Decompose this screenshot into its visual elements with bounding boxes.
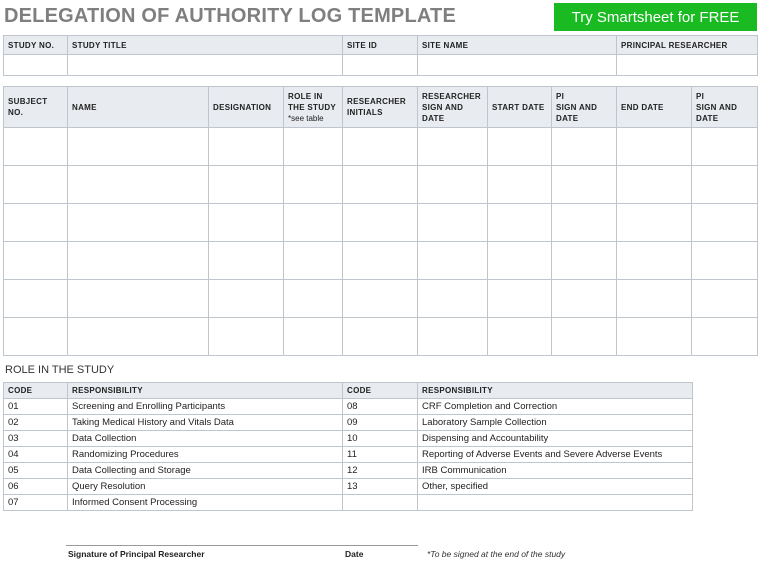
log-cell[interactable] xyxy=(488,242,552,280)
log-cell[interactable] xyxy=(343,128,418,166)
responsibility-header: RESPONSIBILITY xyxy=(68,383,343,399)
log-cell[interactable] xyxy=(552,166,617,204)
log-cell[interactable] xyxy=(488,166,552,204)
designation-header: DESIGNATION xyxy=(209,87,284,128)
log-cell[interactable] xyxy=(617,128,692,166)
signature-line[interactable] xyxy=(66,545,418,546)
role-responsibility: Query Resolution xyxy=(68,479,343,495)
role-code: 01 xyxy=(4,399,68,415)
study-no-header: STUDY NO. xyxy=(4,36,68,55)
signature-label: Signature of Principal Researcher xyxy=(68,549,205,559)
study-info-table xyxy=(3,35,758,76)
role-code: 11 xyxy=(343,447,418,463)
log-cell[interactable] xyxy=(68,166,209,204)
log-cell[interactable] xyxy=(488,128,552,166)
log-cell[interactable] xyxy=(4,242,68,280)
log-cell[interactable] xyxy=(692,204,758,242)
log-cell[interactable] xyxy=(552,242,617,280)
log-cell[interactable] xyxy=(617,204,692,242)
log-cell[interactable] xyxy=(284,204,343,242)
log-cell[interactable] xyxy=(692,128,758,166)
log-cell[interactable] xyxy=(617,318,692,356)
principal-researcher-cell[interactable] xyxy=(617,55,758,76)
site-id-cell[interactable] xyxy=(343,55,418,76)
code-header: CODE xyxy=(343,383,418,399)
role-responsibility: CRF Completion and Correction xyxy=(418,399,693,415)
role-responsibility: IRB Communication xyxy=(418,463,693,479)
log-cell[interactable] xyxy=(4,128,68,166)
role-header xyxy=(284,87,343,128)
log-cell[interactable] xyxy=(418,204,488,242)
log-cell[interactable] xyxy=(209,204,284,242)
pi-end-line2: SIGN AND xyxy=(696,102,738,112)
role-code: 05 xyxy=(4,463,68,479)
log-cell[interactable] xyxy=(68,242,209,280)
log-cell[interactable] xyxy=(209,166,284,204)
log-row xyxy=(4,318,758,356)
log-cell[interactable] xyxy=(692,166,758,204)
log-cell[interactable] xyxy=(343,204,418,242)
log-cell[interactable] xyxy=(488,318,552,356)
log-cell[interactable] xyxy=(552,318,617,356)
log-cell[interactable] xyxy=(418,318,488,356)
start-date-header: START DATE xyxy=(488,87,552,128)
role-row xyxy=(4,399,693,415)
log-cell[interactable] xyxy=(284,242,343,280)
study-no-cell[interactable] xyxy=(4,55,68,76)
log-cell[interactable] xyxy=(68,128,209,166)
log-cell[interactable] xyxy=(692,242,758,280)
role-row xyxy=(4,479,693,495)
log-cell[interactable] xyxy=(418,128,488,166)
pi-start-line2: SIGN AND xyxy=(556,102,598,112)
pi-start-line1: PI xyxy=(556,91,565,101)
role-responsibility: Screening and Enrolling Participants xyxy=(68,399,343,415)
role-code xyxy=(343,495,418,511)
log-cell[interactable] xyxy=(284,280,343,318)
role-code: 13 xyxy=(343,479,418,495)
log-row xyxy=(4,128,758,166)
role-header-note: *see table xyxy=(288,113,324,123)
log-cell[interactable] xyxy=(552,204,617,242)
pi-end-line3: DATE xyxy=(696,113,719,123)
role-responsibility: Dispensing and Accountability xyxy=(418,431,693,447)
site-name-cell[interactable] xyxy=(418,55,617,76)
log-cell[interactable] xyxy=(488,280,552,318)
log-cell[interactable] xyxy=(209,280,284,318)
log-cell[interactable] xyxy=(488,204,552,242)
role-code: 09 xyxy=(343,415,418,431)
role-row xyxy=(4,415,693,431)
log-cell[interactable] xyxy=(418,242,488,280)
role-code: 12 xyxy=(343,463,418,479)
principal-researcher-header: PRINCIPAL RESEARCHER xyxy=(617,36,758,55)
pi-start-line3: DATE xyxy=(556,113,579,123)
initials-header-line1: RESEARCHER xyxy=(347,97,407,106)
researcher-sign-line3: DATE xyxy=(422,113,445,123)
researcher-sign-line1: RESEARCHER xyxy=(422,91,482,101)
site-name-header: SITE NAME xyxy=(418,36,617,55)
role-row xyxy=(4,431,693,447)
log-row xyxy=(4,204,758,242)
log-cell[interactable] xyxy=(284,318,343,356)
role-header-line2: THE STUDY xyxy=(288,102,337,112)
role-responsibility xyxy=(418,495,693,511)
role-code: 04 xyxy=(4,447,68,463)
role-section-label: ROLE IN THE STUDY xyxy=(5,364,115,376)
log-row xyxy=(4,166,758,204)
role-row xyxy=(4,495,693,511)
responsibility-header: RESPONSIBILITY xyxy=(418,383,693,399)
role-code: 10 xyxy=(343,431,418,447)
researcher-sign-header xyxy=(418,87,488,128)
log-row xyxy=(4,242,758,280)
initials-header xyxy=(343,87,418,128)
initials-header-line2: INITIALS xyxy=(347,108,383,117)
log-cell[interactable] xyxy=(692,280,758,318)
role-responsibility: Other, specified xyxy=(418,479,693,495)
log-cell[interactable] xyxy=(343,242,418,280)
role-responsibility: Data Collection xyxy=(68,431,343,447)
log-cell[interactable] xyxy=(343,318,418,356)
log-cell[interactable] xyxy=(692,318,758,356)
pi-end-sign-header xyxy=(692,87,758,128)
log-cell[interactable] xyxy=(68,204,209,242)
log-cell[interactable] xyxy=(284,166,343,204)
role-responsibility: Laboratory Sample Collection xyxy=(418,415,693,431)
log-cell[interactable] xyxy=(552,128,617,166)
role-responsibility: Data Collecting and Storage xyxy=(68,463,343,479)
log-cell[interactable] xyxy=(617,166,692,204)
log-cell[interactable] xyxy=(68,280,209,318)
researcher-sign-line2: SIGN AND xyxy=(422,102,464,112)
role-code: 06 xyxy=(4,479,68,495)
log-cell[interactable] xyxy=(343,280,418,318)
study-title-header: STUDY TITLE xyxy=(68,36,343,55)
role-header-line1: ROLE IN xyxy=(288,91,323,101)
subject-no-header: SUBJECT NO. xyxy=(4,87,68,128)
page-title: DELEGATION OF AUTHORITY LOG TEMPLATE xyxy=(4,5,457,27)
role-code: 02 xyxy=(4,415,68,431)
log-cell[interactable] xyxy=(617,280,692,318)
role-responsibility: Reporting of Adverse Events and Severe Adverse Events xyxy=(418,447,693,463)
log-cell[interactable] xyxy=(418,166,488,204)
role-code: 07 xyxy=(4,495,68,511)
date-label: Date xyxy=(345,549,364,559)
log-cell[interactable] xyxy=(4,166,68,204)
pi-start-sign-header xyxy=(552,87,617,128)
role-table xyxy=(3,382,693,511)
log-cell[interactable] xyxy=(284,128,343,166)
log-row xyxy=(4,280,758,318)
role-code: 08 xyxy=(343,399,418,415)
role-responsibility: Randomizing Procedures xyxy=(68,447,343,463)
name-header: NAME xyxy=(68,87,209,128)
delegation-log-table xyxy=(3,86,758,356)
try-smartsheet-button[interactable]: Try Smartsheet for FREE xyxy=(554,3,757,31)
log-cell[interactable] xyxy=(68,318,209,356)
site-id-header: SITE ID xyxy=(343,36,418,55)
end-date-header: END DATE xyxy=(617,87,692,128)
study-title-cell[interactable] xyxy=(68,55,343,76)
log-cell[interactable] xyxy=(552,280,617,318)
log-cell[interactable] xyxy=(343,166,418,204)
code-header: CODE xyxy=(4,383,68,399)
log-cell[interactable] xyxy=(418,280,488,318)
log-cell[interactable] xyxy=(4,318,68,356)
log-cell[interactable] xyxy=(209,318,284,356)
pi-end-line1: PI xyxy=(696,91,705,101)
role-code: 03 xyxy=(4,431,68,447)
log-cell[interactable] xyxy=(617,242,692,280)
log-cell[interactable] xyxy=(209,242,284,280)
role-responsibility: Informed Consent Processing xyxy=(68,495,343,511)
role-responsibility: Taking Medical History and Vitals Data xyxy=(68,415,343,431)
signature-note: *To be signed at the end of the study xyxy=(427,549,566,559)
log-cell[interactable] xyxy=(4,280,68,318)
log-cell[interactable] xyxy=(4,204,68,242)
role-row xyxy=(4,463,693,479)
role-row xyxy=(4,447,693,463)
log-cell[interactable] xyxy=(209,128,284,166)
